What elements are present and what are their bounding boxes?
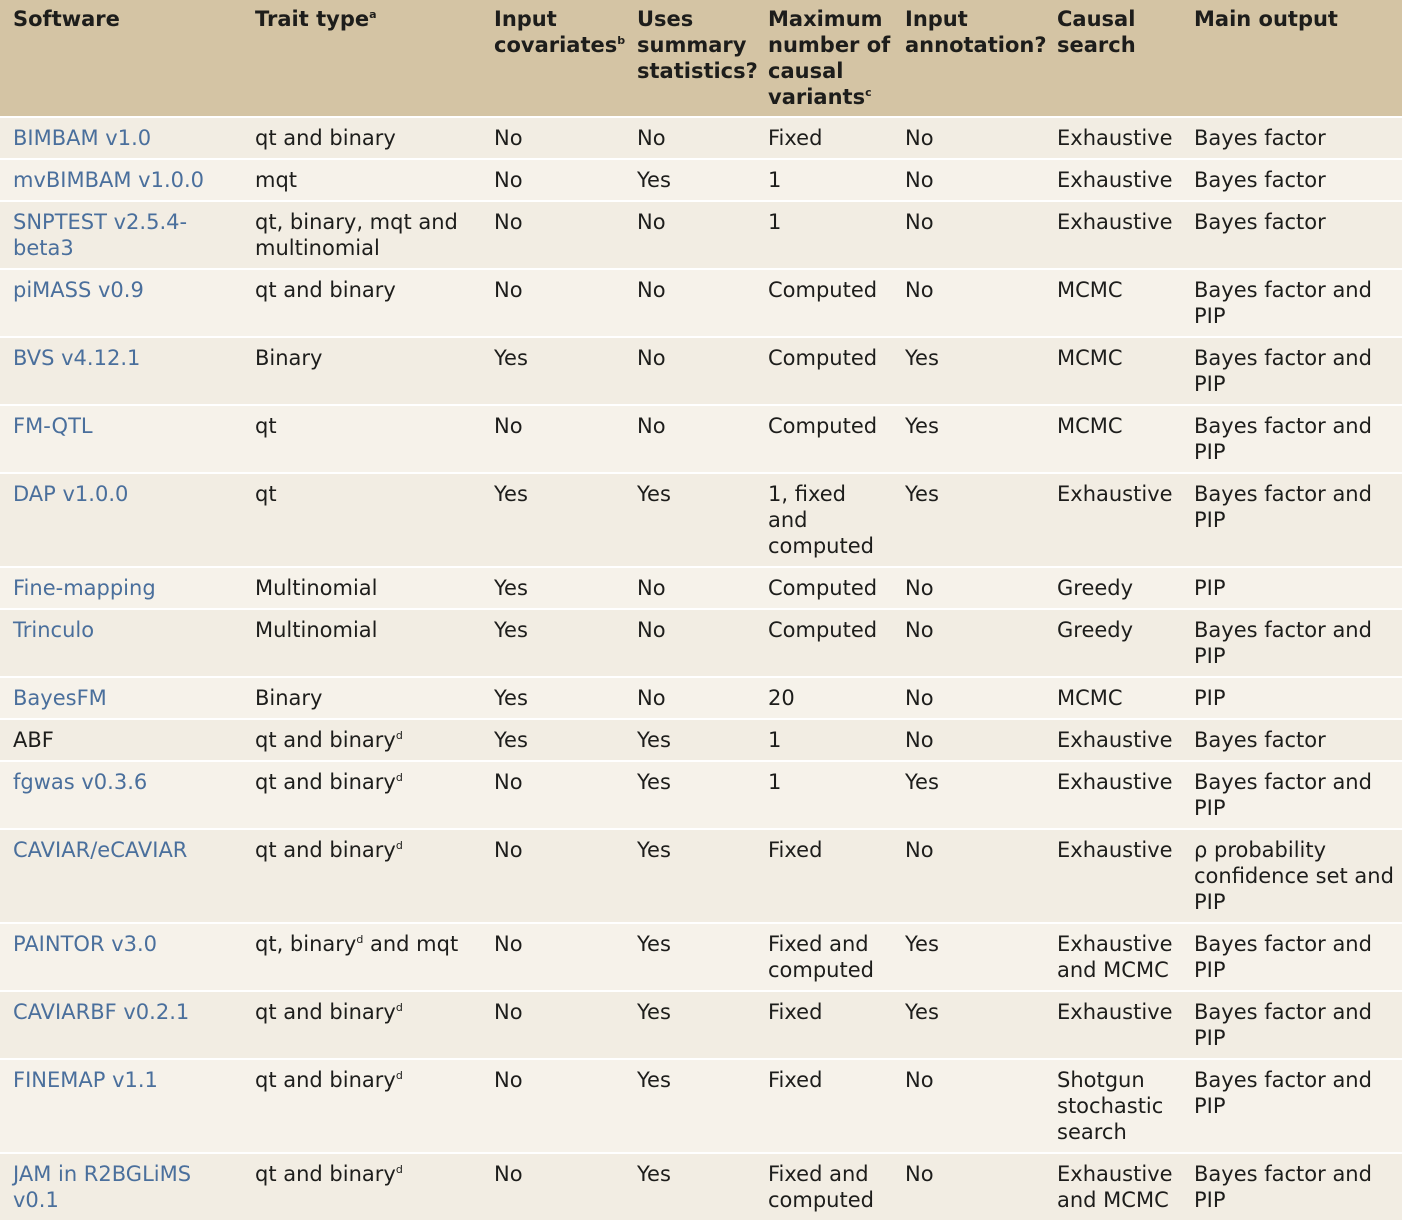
cell-software[interactable]: CAVIAR/eCAVIAR [0,829,242,923]
cell-uses-summary-statistics: Yes [624,829,755,923]
cell-max-causal-variants: 20 [755,677,892,719]
cell-input-annotation: No [892,201,1044,269]
footnote-d: d [395,839,403,852]
cell-input-covariates: No [481,991,624,1059]
cell-input-covariates: No [481,159,624,201]
table-row [0,923,1402,991]
cell-max-causal-variants: Fixed [755,829,892,923]
table-row [0,405,1402,473]
cell-max-causal-variants: Fixed [755,991,892,1059]
cell-input-covariates: Yes [481,609,624,677]
table-body [0,117,1402,1220]
cell-input-covariates: Yes [481,677,624,719]
cell-input-annotation: Yes [892,761,1044,829]
cell-uses-summary-statistics: Yes [624,473,755,567]
table-row [0,159,1402,201]
cell-trait-type: qt and binary [242,117,481,159]
cell-causal-search: Exhaustive [1044,829,1181,923]
cell-causal-search: Exhaustive [1044,719,1181,761]
cell-max-causal-variants: 1, fixed and computed [755,473,892,567]
cell-main-output: Bayes factor and PIP [1181,405,1402,473]
table-row [0,761,1402,829]
footnote-d: d [395,1069,403,1082]
cell-causal-search: MCMC [1044,677,1181,719]
cell-software[interactable]: FM-QTL [0,405,242,473]
cell-uses-summary-statistics: Yes [624,719,755,761]
header-software: Software [0,0,242,117]
cell-main-output: Bayes factor and PIP [1181,473,1402,567]
cell-software[interactable]: DAP v1.0.0 [0,473,242,567]
cell-software[interactable]: BIMBAM v1.0 [0,117,242,159]
cell-uses-summary-statistics: No [624,609,755,677]
cell-software: ABF [0,719,242,761]
cell-input-covariates: No [481,923,624,991]
footnote-d: d [395,771,403,784]
cell-main-output: Bayes factor [1181,117,1402,159]
cell-uses-summary-statistics: Yes [624,991,755,1059]
footnote-d: d [356,933,364,946]
cell-input-covariates: Yes [481,473,624,567]
cell-trait-type: Binary [242,677,481,719]
cell-trait-type: qt and binary$^d$ [242,761,481,829]
cell-max-causal-variants: Computed [755,337,892,405]
cell-main-output: Bayes factor and PIP [1181,609,1402,677]
cell-software[interactable]: PAINTOR v3.0 [0,923,242,991]
cell-trait-type: qt and binary$^d$ [242,1153,481,1220]
cell-causal-search: Exhaustive [1044,761,1181,829]
cell-max-causal-variants: 1 [755,719,892,761]
cell-max-causal-variants: Fixed [755,1059,892,1153]
cell-trait-type: Multinomial [242,567,481,609]
cell-software[interactable]: BVS v4.12.1 [0,337,242,405]
cell-software[interactable]: Trinculo [0,609,242,677]
table-row [0,991,1402,1059]
cell-main-output: Bayes factor and PIP [1181,1059,1402,1153]
cell-uses-summary-statistics: Yes [624,159,755,201]
cell-trait-type: qt and binary [242,269,481,337]
cell-causal-search: Exhaustive [1044,473,1181,567]
cell-input-annotation: No [892,1153,1044,1220]
cell-input-annotation: Yes [892,473,1044,567]
cell-causal-search: MCMC [1044,405,1181,473]
cell-max-causal-variants: 1 [755,159,892,201]
cell-max-causal-variants: Computed [755,567,892,609]
cell-causal-search: Greedy [1044,567,1181,609]
table-row [0,567,1402,609]
cell-max-causal-variants: Computed [755,609,892,677]
cell-trait-type: Multinomial [242,609,481,677]
table-row [0,1059,1402,1153]
cell-uses-summary-statistics: Yes [624,761,755,829]
cell-uses-summary-statistics: No [624,567,755,609]
cell-uses-summary-statistics: No [624,405,755,473]
cell-input-covariates: No [481,405,624,473]
cell-causal-search: MCMC [1044,269,1181,337]
cell-input-annotation: Yes [892,923,1044,991]
cell-trait-type: qt and binary$^d$ [242,829,481,923]
cell-uses-summary-statistics: No [624,269,755,337]
cell-causal-search: Exhaustive [1044,991,1181,1059]
cell-causal-search: Greedy [1044,609,1181,677]
cell-software[interactable]: piMASS v0.9 [0,269,242,337]
cell-causal-search: Exhaustive [1044,117,1181,159]
table-row [0,473,1402,567]
cell-causal-search: Exhaustive [1044,159,1181,201]
cell-trait-type: qt [242,473,481,567]
cell-input-annotation: No [892,159,1044,201]
cell-main-output: Bayes factor and PIP [1181,991,1402,1059]
cell-main-output: Bayes factor and PIP [1181,269,1402,337]
cell-trait-type: qt and binary$^d$ [242,719,481,761]
cell-software[interactable]: FINEMAP v1.1 [0,1059,242,1153]
table-row [0,1153,1402,1220]
cell-max-causal-variants: Fixed and computed [755,923,892,991]
cell-causal-search: Exhaustive and MCMC [1044,923,1181,991]
cell-input-covariates: Yes [481,567,624,609]
cell-software[interactable]: mvBIMBAM v1.0.0 [0,159,242,201]
cell-trait-type: qt and binary$^d$ [242,991,481,1059]
cell-software[interactable]: Fine-mapping [0,567,242,609]
cell-main-output: Bayes factor and PIP [1181,337,1402,405]
cell-software[interactable]: CAVIARBF v0.2.1 [0,991,242,1059]
cell-max-causal-variants: Fixed [755,117,892,159]
cell-uses-summary-statistics: No [624,117,755,159]
header-uses-summary-statistics: Uses summary statistics? [624,0,755,117]
table-row [0,677,1402,719]
cell-input-covariates: No [481,201,624,269]
cell-main-output: Bayes factor and PIP [1181,923,1402,991]
cell-causal-search: Exhaustive and MCMC [1044,1153,1181,1220]
cell-max-causal-variants: Fixed and computed [755,1153,892,1220]
cell-uses-summary-statistics: No [624,677,755,719]
cell-input-covariates: No [481,117,624,159]
cell-input-covariates: No [481,1059,624,1153]
cell-input-annotation: No [892,117,1044,159]
footnote-d: d [395,729,403,742]
cell-uses-summary-statistics: Yes [624,1153,755,1220]
cell-main-output: Bayes factor [1181,159,1402,201]
cell-software[interactable]: BayesFM [0,677,242,719]
table-row [0,719,1402,761]
cell-causal-search: Shotgun stochastic search [1044,1059,1181,1153]
cell-uses-summary-statistics: Yes [624,1059,755,1153]
cell-max-causal-variants: 1 [755,201,892,269]
cell-input-annotation: Yes [892,405,1044,473]
footnote-d: d [395,1001,403,1014]
cell-input-covariates: No [481,1153,624,1220]
footnote-c: c [865,86,872,99]
cell-main-output: Bayes factor [1181,201,1402,269]
table-row [0,829,1402,923]
cell-causal-search: Exhaustive [1044,201,1181,269]
cell-max-causal-variants: 1 [755,761,892,829]
cell-max-causal-variants: Computed [755,405,892,473]
cell-software[interactable]: SNPTEST v2.5.4-beta3 [0,201,242,269]
header-main-output: Main output [1181,0,1402,117]
table-row [0,201,1402,269]
cell-input-covariates: Yes [481,337,624,405]
cell-software[interactable]: fgwas v0.3.6 [0,761,242,829]
cell-input-annotation: Yes [892,337,1044,405]
footnote-a: a [369,8,377,21]
cell-max-causal-variants: Computed [755,269,892,337]
cell-trait-type: qt [242,405,481,473]
header-input-covariates: Input covariates$^b$ [481,0,624,117]
header-causal-search: Causal search [1044,0,1181,117]
cell-uses-summary-statistics: No [624,337,755,405]
cell-input-annotation: Yes [892,991,1044,1059]
cell-input-covariates: No [481,761,624,829]
header-max-causal-variants: Maximum number of causal variants$^c$ [755,0,892,117]
cell-input-annotation: No [892,1059,1044,1153]
cell-input-covariates: No [481,829,624,923]
cell-main-output: Bayes factor and PIP [1181,761,1402,829]
cell-main-output: PIP [1181,567,1402,609]
footnote-b: b [617,34,626,47]
cell-main-output: PIP [1181,677,1402,719]
cell-input-covariates: No [481,269,624,337]
footnote-d: d [395,1163,403,1176]
table-header [0,0,1402,117]
cell-uses-summary-statistics: No [624,201,755,269]
cell-main-output: ρ probability confidence set and PIP [1181,829,1402,923]
cell-input-annotation: No [892,719,1044,761]
cell-uses-summary-statistics: Yes [624,923,755,991]
table-row [0,609,1402,677]
cell-input-annotation: No [892,269,1044,337]
table-row [0,117,1402,159]
cell-main-output: Bayes factor [1181,719,1402,761]
cell-trait-type: mqt [242,159,481,201]
cell-input-annotation: No [892,677,1044,719]
cell-trait-type: qt, binary, mqt and multinomial [242,201,481,269]
table-row [0,337,1402,405]
cell-causal-search: MCMC [1044,337,1181,405]
cell-trait-type: qt and binary$^d$ [242,1059,481,1153]
cell-main-output: Bayes factor and PIP [1181,1153,1402,1220]
header-input-annotation: Input annotation? [892,0,1044,117]
cell-software[interactable]: JAM in R2BGLiMS v0.1 [0,1153,242,1220]
cell-input-annotation: No [892,829,1044,923]
cell-trait-type: qt, binary$^d$ and mqt [242,923,481,991]
cell-input-annotation: No [892,567,1044,609]
cell-input-annotation: No [892,609,1044,677]
table-row [0,269,1402,337]
cell-trait-type: Binary [242,337,481,405]
header-trait-type: Trait type$^a$ [242,0,481,117]
cell-input-covariates: Yes [481,719,624,761]
